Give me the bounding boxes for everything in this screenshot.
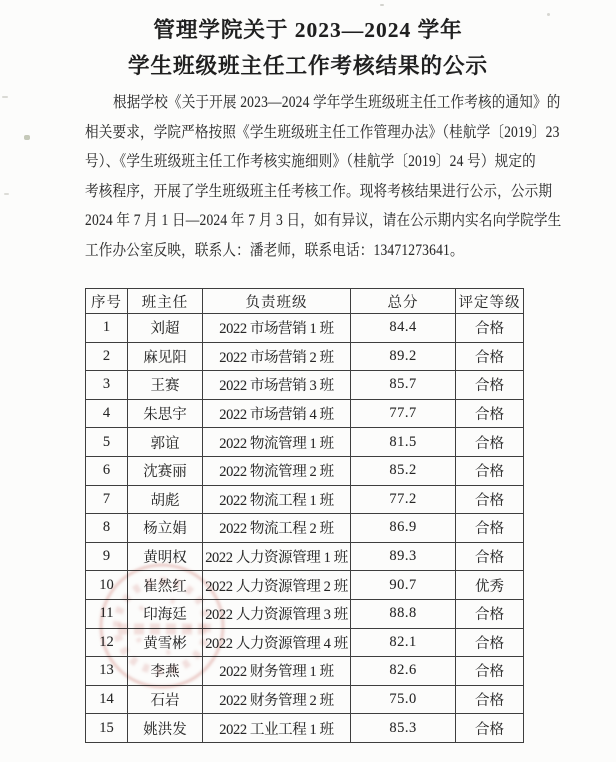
teacher-name-cell: 朱思宇 <box>128 399 203 428</box>
teacher-name-cell: 黄明权 <box>128 542 203 571</box>
score-cell: 85.3 <box>351 714 456 743</box>
teacher-name-cell: 王赛 <box>128 371 203 400</box>
teacher-name-cell: 沈赛丽 <box>128 456 203 485</box>
grade-cell: 合格 <box>456 428 524 457</box>
scan-speck <box>2 96 8 98</box>
teacher-name-cell: 刘超 <box>128 314 203 343</box>
body-paragraph <box>85 88 562 266</box>
serial-cell: 8 <box>86 514 128 543</box>
grade-cell: 合格 <box>456 342 524 371</box>
score-cell: 84.4 <box>351 314 456 343</box>
header-serial: 序号 <box>86 289 128 314</box>
table-row <box>86 342 524 371</box>
grade-cell: 优秀 <box>456 571 524 600</box>
score-cell: 85.7 <box>351 371 456 400</box>
table-row <box>86 542 524 571</box>
header-score: 总分 <box>351 289 456 314</box>
paragraph-line: 号）、《学生班级班主任工作考核实施细则》（桂航学〔2019〕24 号）规定的 <box>85 153 536 171</box>
serial-cell: 10 <box>86 571 128 600</box>
serial-cell: 14 <box>86 685 128 714</box>
table-row <box>86 428 524 457</box>
grade-cell: 合格 <box>456 485 524 514</box>
teacher-name-cell: 杨立娟 <box>128 514 203 543</box>
class-cell: 2022 市场营销 3 班 <box>203 371 351 400</box>
class-cell: 2022 工业工程 1 班 <box>203 714 351 743</box>
class-cell: 2022 物流工程 1 班 <box>203 485 351 514</box>
results-table <box>85 288 524 743</box>
class-cell: 2022 人力资源管理 3 班 <box>203 599 351 628</box>
serial-cell: 1 <box>86 314 128 343</box>
grade-cell: 合格 <box>456 599 524 628</box>
grade-cell: 合格 <box>456 514 524 543</box>
score-cell: 77.2 <box>351 485 456 514</box>
score-cell: 89.3 <box>351 542 456 571</box>
serial-cell: 13 <box>86 657 128 686</box>
table-row <box>86 571 524 600</box>
teacher-name-cell: 胡彪 <box>128 485 203 514</box>
scan-speck <box>547 13 550 16</box>
table-row <box>86 657 524 686</box>
table-row <box>86 685 524 714</box>
table-row <box>86 628 524 657</box>
header-grade: 评定等级 <box>456 289 524 314</box>
serial-cell: 4 <box>86 399 128 428</box>
score-cell: 75.0 <box>351 685 456 714</box>
title-line-2: 学生班级班主任工作考核结果的公示 <box>127 54 488 78</box>
table-row <box>86 514 524 543</box>
score-cell: 90.7 <box>351 571 456 600</box>
score-cell: 82.6 <box>351 657 456 686</box>
document-title <box>0 12 616 84</box>
scan-speck <box>380 4 384 6</box>
grade-cell: 合格 <box>456 542 524 571</box>
grade-cell: 合格 <box>456 314 524 343</box>
teacher-name-cell: 麻见阳 <box>128 342 203 371</box>
score-cell: 85.2 <box>351 456 456 485</box>
header-class: 负责班级 <box>203 289 351 314</box>
serial-cell: 2 <box>86 342 128 371</box>
class-cell: 2022 市场营销 4 班 <box>203 399 351 428</box>
serial-cell: 15 <box>86 714 128 743</box>
paragraph-line: 相关要求，学院严格按照《学生班级班主任工作管理办法》（桂航学〔2019〕23 <box>85 123 560 141</box>
teacher-name-cell: 崔然红 <box>128 571 203 600</box>
score-cell: 77.7 <box>351 399 456 428</box>
grade-cell: 合格 <box>456 456 524 485</box>
score-cell: 82.1 <box>351 628 456 657</box>
serial-cell: 11 <box>86 599 128 628</box>
class-cell: 2022 财务管理 1 班 <box>203 657 351 686</box>
serial-cell: 9 <box>86 542 128 571</box>
class-cell: 2022 物流工程 2 班 <box>203 514 351 543</box>
class-cell: 2022 市场营销 2 班 <box>203 342 351 371</box>
table-row <box>86 485 524 514</box>
paragraph-line: 工作办公室反映，联系人：潘老师，联系电话：13471273641。 <box>85 241 464 259</box>
grade-cell: 合格 <box>456 371 524 400</box>
paragraph-line: 根据学校《关于开展 2023—2024 学年学生班级班主任工作考核的通知》的 <box>113 94 561 111</box>
score-cell: 88.8 <box>351 599 456 628</box>
grade-cell: 合格 <box>456 399 524 428</box>
serial-cell: 3 <box>86 371 128 400</box>
table-row <box>86 714 524 743</box>
grade-cell: 合格 <box>456 714 524 743</box>
teacher-name-cell: 黄雪彬 <box>128 628 203 657</box>
class-cell: 2022 物流管理 2 班 <box>203 456 351 485</box>
scan-speck <box>24 135 30 140</box>
teacher-name-cell: 李燕 <box>128 657 203 686</box>
class-cell: 2022 人力资源管理 4 班 <box>203 628 351 657</box>
serial-cell: 6 <box>86 456 128 485</box>
table-row <box>86 314 524 343</box>
teacher-name-cell: 石岩 <box>128 685 203 714</box>
table-row <box>86 399 524 428</box>
score-cell: 89.2 <box>351 342 456 371</box>
class-cell: 2022 物流管理 1 班 <box>203 428 351 457</box>
title-line-1: 管理学院关于 2023—2024 学年 <box>153 18 463 42</box>
teacher-name-cell: 郭谊 <box>128 428 203 457</box>
serial-cell: 7 <box>86 485 128 514</box>
grade-cell: 合格 <box>456 685 524 714</box>
score-cell: 86.9 <box>351 514 456 543</box>
table-row <box>86 456 524 485</box>
class-cell: 2022 人力资源管理 1 班 <box>203 542 351 571</box>
header-teacher: 班主任 <box>128 289 203 314</box>
serial-cell: 12 <box>86 628 128 657</box>
score-cell: 81.5 <box>351 428 456 457</box>
table-row <box>86 371 524 400</box>
scan-speck <box>4 193 9 195</box>
table-header-row <box>86 289 524 314</box>
table-row <box>86 599 524 628</box>
class-cell: 2022 市场营销 1 班 <box>203 314 351 343</box>
class-cell: 2022 财务管理 2 班 <box>203 685 351 714</box>
teacher-name-cell: 印海廷 <box>128 599 203 628</box>
paragraph-line: 考核程序，开展了学生班级班主任考核工作。现将考核结果进行公示，公示期 <box>85 182 553 200</box>
paragraph-line: 2024 年 7 月 1 日—2024 年 7 月 3 日，如有异议，请在公示期内实名向学院学生 <box>85 212 562 230</box>
grade-cell: 合格 <box>456 657 524 686</box>
grade-cell: 合格 <box>456 628 524 657</box>
class-cell: 2022 人力资源管理 2 班 <box>203 571 351 600</box>
serial-cell: 5 <box>86 428 128 457</box>
teacher-name-cell: 姚洪发 <box>128 714 203 743</box>
